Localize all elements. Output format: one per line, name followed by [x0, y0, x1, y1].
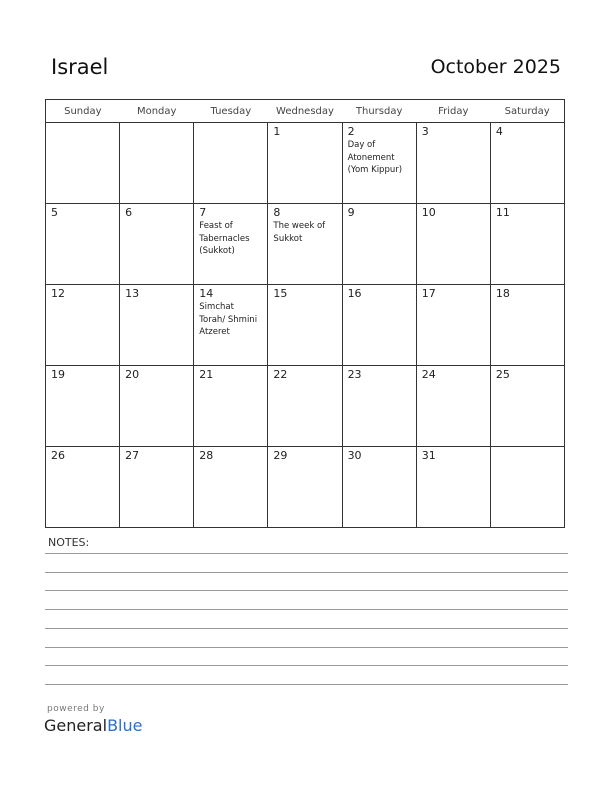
generalblue-logo[interactable] — [44, 716, 142, 735]
day-number: 27 — [125, 449, 140, 462]
day-number: 29 — [273, 449, 288, 462]
weekday-header: Friday — [416, 100, 490, 123]
day-number: 12 — [51, 287, 65, 300]
brand-general: General — [44, 716, 108, 735]
day-cell — [194, 204, 268, 285]
day-cell — [46, 285, 120, 366]
note-line — [45, 572, 568, 573]
day-cell — [268, 447, 342, 528]
day-number: 14 — [199, 287, 214, 300]
day-cell — [194, 366, 268, 447]
day-cell — [120, 285, 194, 366]
weekday-header: Wednesday — [268, 100, 342, 123]
day-cell — [120, 447, 194, 528]
day-number: 18 — [495, 287, 510, 300]
day-number: 31 — [421, 449, 436, 462]
note-line — [45, 628, 568, 629]
week-row — [46, 204, 565, 285]
day-cell — [46, 204, 120, 285]
day-cell — [268, 204, 342, 285]
week-row — [46, 285, 565, 366]
day-number: 16 — [347, 287, 362, 300]
day-cell — [46, 123, 120, 204]
day-cell — [416, 366, 490, 447]
weekday-header: Thursday — [342, 100, 416, 123]
day-cell — [120, 366, 194, 447]
day-number: 1 — [273, 125, 281, 138]
day-number: 21 — [199, 368, 214, 381]
day-cell — [342, 366, 416, 447]
day-cell — [194, 447, 268, 528]
day-cell — [416, 447, 490, 528]
day-number: 5 — [51, 206, 58, 219]
note-line — [45, 684, 568, 685]
day-number: 17 — [421, 287, 436, 300]
powered-by-text: powered by — [47, 704, 105, 714]
day-number: 4 — [495, 125, 503, 138]
country-title: Israel — [51, 55, 109, 79]
day-number: 22 — [273, 368, 288, 381]
day-cell — [342, 204, 416, 285]
day-cell — [46, 447, 120, 528]
day-number: 30 — [347, 449, 362, 462]
day-cell — [268, 285, 342, 366]
holiday-label: Feast of Tabernacles (Sukkot) — [199, 221, 250, 256]
note-line — [45, 553, 568, 554]
day-number: 23 — [347, 368, 362, 381]
brand-blue: Blue — [107, 716, 143, 735]
month-title: October 2025 — [430, 56, 561, 78]
note-line — [45, 590, 568, 591]
calendar-grid — [45, 99, 565, 528]
day-number: 25 — [495, 368, 510, 381]
day-cell — [268, 366, 342, 447]
day-cell — [490, 123, 564, 204]
weekday-header-row — [46, 100, 565, 123]
day-cell — [416, 204, 490, 285]
day-number: 2 — [347, 125, 355, 138]
day-cell — [46, 366, 120, 447]
week-row — [46, 366, 565, 447]
weekday-header: Saturday — [490, 100, 564, 123]
holiday-label: Day of Atonement (Yom Kippur) — [347, 140, 403, 175]
day-number: 9 — [347, 206, 355, 219]
day-number: 3 — [421, 125, 429, 138]
day-number: 15 — [273, 287, 288, 300]
weekday-header: Monday — [120, 100, 194, 123]
day-cell — [490, 366, 564, 447]
note-line — [45, 665, 568, 666]
day-cell — [490, 204, 564, 285]
day-number: 28 — [199, 449, 214, 462]
day-cell — [416, 123, 490, 204]
day-number: 19 — [51, 368, 65, 381]
day-cell — [194, 285, 268, 366]
notes-label: NOTES: — [48, 536, 90, 549]
day-cell — [416, 285, 490, 366]
day-cell — [490, 447, 564, 528]
holiday-label: Simchat Torah/ Shmini Atzeret — [199, 302, 258, 337]
weekday-header: Tuesday — [194, 100, 268, 123]
day-number: 24 — [421, 368, 436, 381]
day-number: 6 — [125, 206, 133, 219]
day-number: 7 — [199, 206, 207, 219]
day-number: 26 — [51, 449, 65, 462]
day-cell — [120, 204, 194, 285]
day-cell — [342, 123, 416, 204]
day-number: 13 — [125, 287, 140, 300]
day-number: 20 — [125, 368, 140, 381]
day-cell — [268, 123, 342, 204]
note-line — [45, 647, 568, 648]
day-number: 8 — [273, 206, 281, 219]
week-row — [46, 447, 565, 528]
day-number: 10 — [421, 206, 436, 219]
holiday-label: The week of Sukkot — [273, 221, 326, 244]
day-number: 11 — [495, 206, 510, 219]
week-row — [46, 123, 565, 204]
day-cell — [194, 123, 268, 204]
day-cell — [490, 285, 564, 366]
note-line — [45, 609, 568, 610]
weekday-header: Sunday — [46, 100, 120, 123]
day-cell — [120, 123, 194, 204]
day-cell — [342, 285, 416, 366]
day-cell — [342, 447, 416, 528]
